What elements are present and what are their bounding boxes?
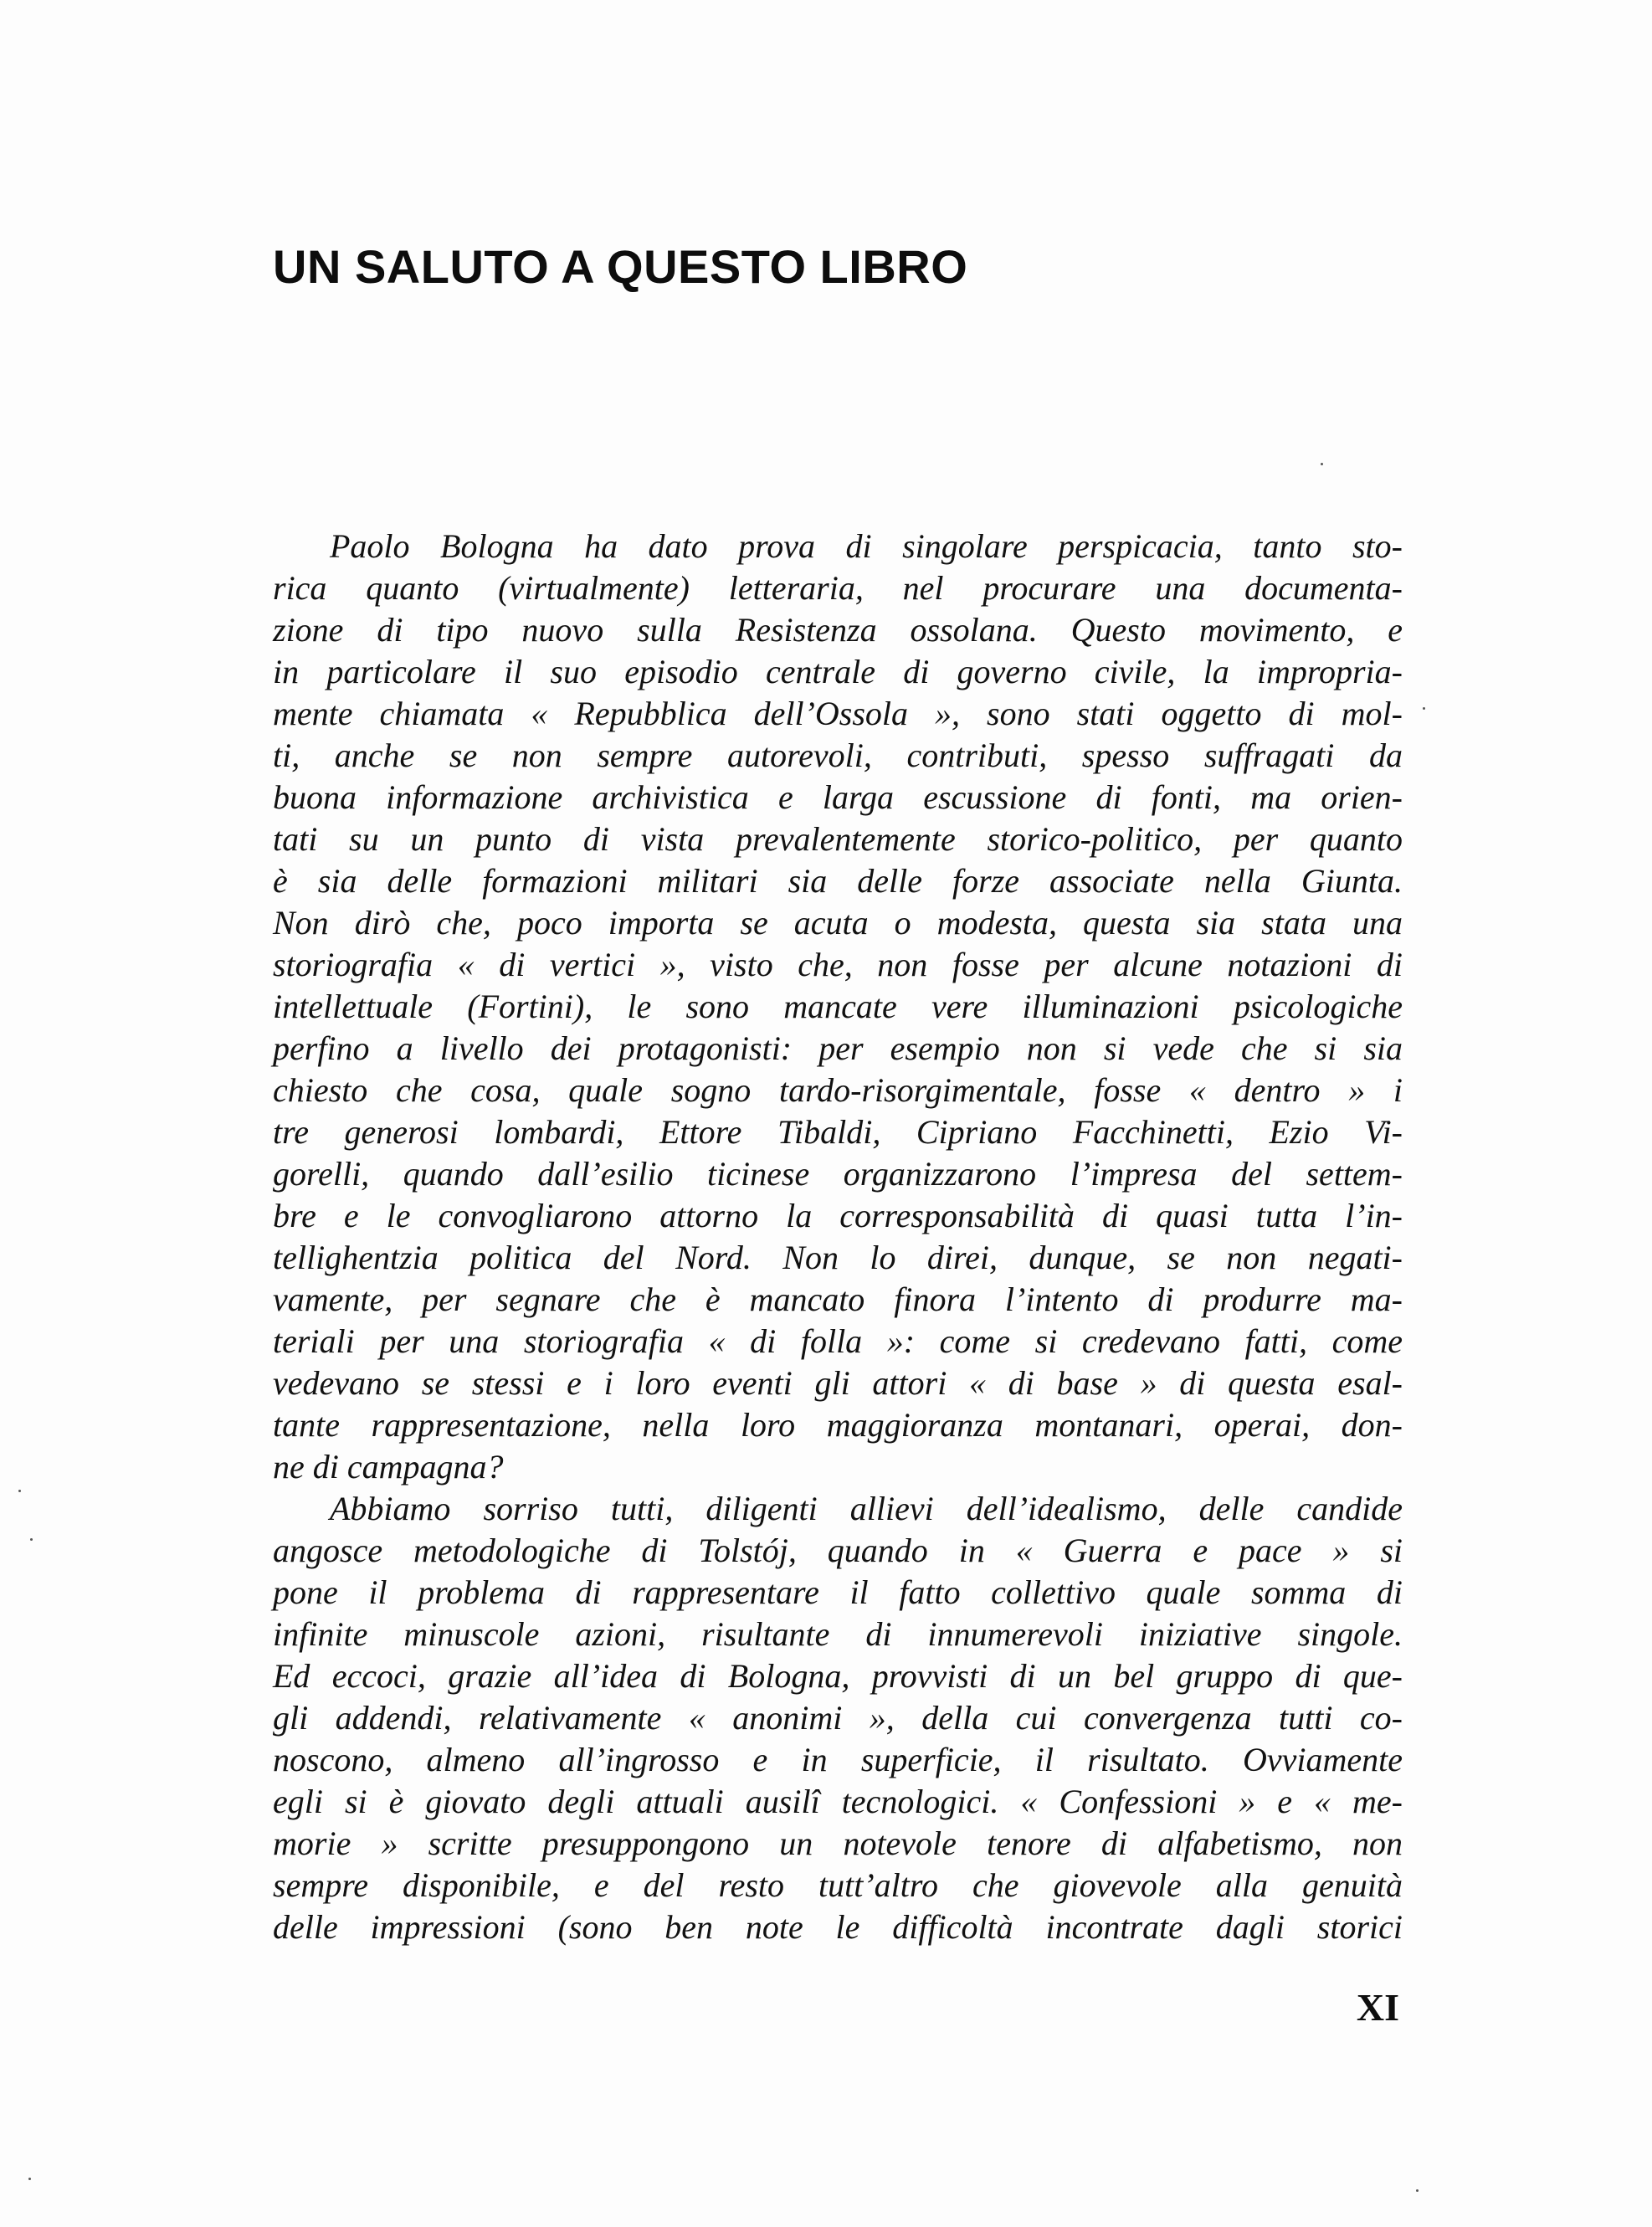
paragraph-1-line: vamente, per segnare che è mancato finora l’intento di produrre ma-: [273, 1280, 1403, 1318]
scan-speck: [30, 1538, 33, 1541]
paragraph-1-line: perfino a livello dei protagonisti: per esempio non si vede che si sia: [273, 1029, 1403, 1067]
paragraph-2-line: noscono, almeno all’ingrosso e in superficie, il risultato. Ovviamente: [273, 1741, 1403, 1778]
page-title: UN SALUTO A QUESTO LIBRO: [273, 240, 968, 293]
paragraph-1-line: buona informazione archivistica e larga escussione di fonti, ma orien-: [273, 778, 1403, 816]
scan-speck: [1423, 707, 1425, 710]
paragraph-1-line: tre generosi lombardi, Ettore Tibaldi, Cipriano Facchinetti, Ezio Vi-: [273, 1113, 1403, 1151]
paragraph-2-line: gli addendi, relativamente « anonimi », della cui convergenza tutti co-: [273, 1699, 1403, 1737]
paragraph-1-line: è sia delle formazioni militari sia delle forze associate nella Giunta.: [273, 862, 1403, 900]
page-number: XI: [1356, 1986, 1399, 2029]
paragraph-2-line: infinite minuscole azioni, risultante di innumerevoli iniziative singole.: [273, 1615, 1403, 1653]
paragraph-2-line: morie » scritte presuppongono un notevole tenore di alfabetismo, non: [273, 1824, 1403, 1862]
scan-speck: [28, 2178, 31, 2180]
paragraph-1-line: storiografia « di vertici », visto che, non fosse per alcune notazioni di: [273, 946, 1403, 983]
paragraph-2-line: Abbiamo sorriso tutti, diligenti allievi dell’idealismo, delle candide: [330, 1490, 1403, 1527]
paragraph-2-line: egli si è giovato degli attuali ausilî tecnologici. « Confessioni » e « me-: [273, 1783, 1403, 1820]
paragraph-1-line: intellettuale (Fortini), le sono mancate vere illuminazioni psicologiche: [273, 988, 1403, 1025]
paragraph-1-line: ti, anche se non sempre autorevoli, contributi, spesso suffragati da: [273, 736, 1403, 774]
paragraph-2-line: sempre disponibile, e del resto tutt’altro che giovevole alla genuità: [273, 1866, 1403, 1904]
scan-speck: [18, 1490, 21, 1492]
paragraph-1-line: teriali per una storiografia « di folla »: come si credevano fatti, come: [273, 1322, 1403, 1360]
paragraph-1-line: rica quanto (virtualmente) letteraria, nel procurare una documenta-: [273, 569, 1403, 607]
body-text: [273, 526, 1403, 1948]
paragraph-1-line: gorelli, quando dall’esilio ticinese organizzarono l’impresa del settem-: [273, 1155, 1403, 1193]
paragraph-1-line: mente chiamata « Repubblica dell’Ossola », sono stati oggetto di mol-: [273, 695, 1403, 732]
paragraph-2-line: pone il problema di rappresentare il fatto collettivo quale somma di: [273, 1573, 1403, 1611]
scan-speck: [1416, 2189, 1419, 2192]
paragraph-1-line: vedevano se stessi e i loro eventi gli attori « di base » di questa esal-: [273, 1364, 1403, 1402]
paragraph-1-line: chiesto che cosa, quale sogno tardo-risorgimentale, fosse « dentro » i: [273, 1071, 1403, 1109]
paragraph-1-line: bre e le convogliarono attorno la corresponsabilità di quasi tutta l’in-: [273, 1197, 1403, 1234]
paragraph-1-line: Non dirò che, poco importa se acuta o modesta, questa sia stata una: [273, 904, 1403, 942]
paragraph-2-line: Ed eccoci, grazie all’idea di Bologna, provvisti di un bel gruppo di que-: [273, 1657, 1403, 1695]
paragraph-1-line: Paolo Bologna ha dato prova di singolare perspicacia, tanto sto-: [330, 527, 1403, 565]
paragraph-2-line: angosce metodologiche di Tolstój, quando in « Guerra e pace » si: [273, 1532, 1403, 1569]
paragraph-1-line: zione di tipo nuovo sulla Resistenza ossolana. Questo movimento, e: [273, 611, 1403, 649]
paragraph-1-line: tante rappresentazione, nella loro maggioranza montanari, operai, don-: [273, 1406, 1403, 1444]
paragraph-1-line: tellighentzia politica del Nord. Non lo direi, dunque, se non negati-: [273, 1239, 1403, 1276]
paragraph-1-line: tati su un punto di vista prevalentemente storico-politico, per quanto: [273, 820, 1403, 858]
paragraph-1-line: in particolare il suo episodio centrale di governo civile, la impropria-: [273, 653, 1403, 690]
paragraph-1-line: ne di campagna?: [273, 1448, 504, 1486]
scan-speck: [1321, 463, 1323, 465]
paragraph-2-line: delle impressioni (sono ben note le difficoltà incontrate dagli storici: [273, 1908, 1403, 1946]
